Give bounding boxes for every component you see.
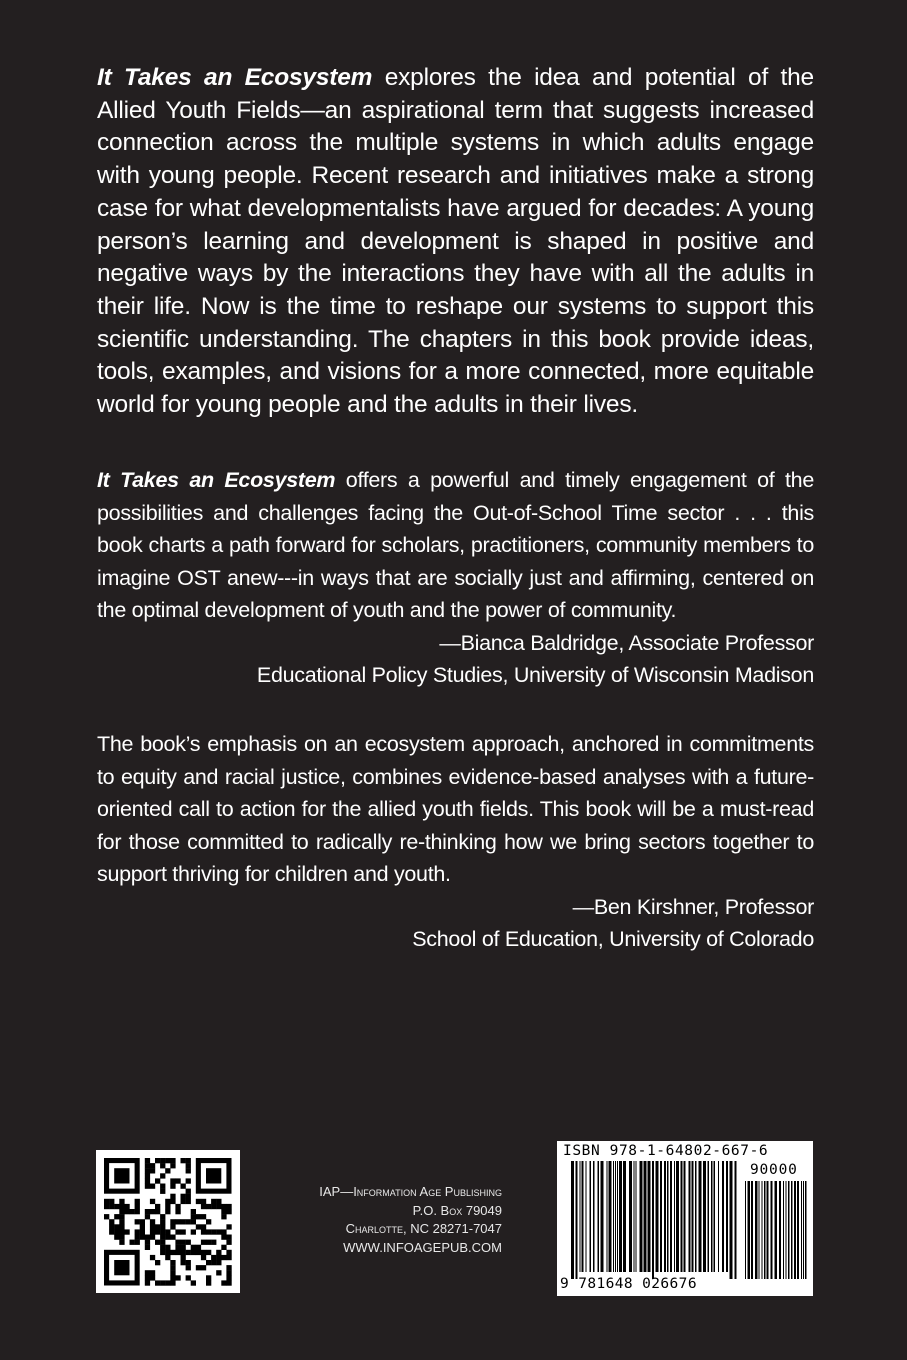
publisher-city: Charlotte, NC 28271-7047 xyxy=(345,1221,502,1236)
isbn-text: ISBN 978-1-64802-667-6 xyxy=(563,1143,769,1159)
endorsement-body: offers a powerful and timely engagement of the possibilities and challenges facing the Out-of-School Time sector . . . this book charts a path forward for scholars, practitioners, community members to imagine OST anew---in ways that are socially just and affirming, centered on the optimal development of youth and the power of community. xyxy=(97,468,815,622)
back-cover-blurb xyxy=(97,62,814,422)
blurb-text: explores the idea and potential of the Allied Youth Fields—an aspirational term that suggests increased connection across the multiple systems in which adults engage with young people. Recent research and initiatives make a strong case for what developmentalists have argued for decades: A young person’s learning and development is shaped in positive and negative ways by the interactions they have with all the adults in their life. Now is the time to reshape our systems to support this scientific understanding. The chapters in this book provide ideas, tools, examples, and visions for a more connected, more equitable world for young people and the adults in their lives. xyxy=(97,64,814,419)
publisher-name: IAP—Information Age Publishing xyxy=(319,1184,502,1199)
qr-code-icon xyxy=(96,1150,240,1293)
endorsement-baldridge xyxy=(97,464,814,692)
endorser-affiliation: School of Education, University of Colorado xyxy=(412,927,814,951)
blurb-title: It Takes an Ecosystem xyxy=(97,64,373,91)
endorsement-book-title: It Takes an Ecosystem xyxy=(97,468,336,492)
publisher-info xyxy=(270,1183,502,1257)
ean-number: 9 781648 026676 xyxy=(560,1276,697,1292)
endorser-name: —Bianca Baldridge, Associate Professor xyxy=(439,630,814,655)
endorsement-text: The book’s emphasis on an ecosystem approach, anchored in commitments to equity and racial justice, combines evidence-based analyses with a future-oriented call to action for the allied youth fields. This book will be a must-read for those committed to radically re-thinking how we bring sectors together to support thriving for children and youth. xyxy=(97,732,814,886)
barcode-bars xyxy=(557,1141,813,1296)
endorser-affiliation: Educational Policy Studies, University of Wisconsin Madison xyxy=(256,663,814,687)
isbn-barcode xyxy=(557,1141,813,1296)
endorsement-text xyxy=(97,464,814,627)
price-addon-number: 90000 xyxy=(750,1162,798,1178)
publisher-pobox: P.O. Box 79049 xyxy=(412,1202,502,1218)
endorsement-kirshner xyxy=(97,728,814,956)
endorser-name: —Ben Kirshner, Professor xyxy=(572,894,814,919)
publisher-url: WWW.INFOAGEPUB.COM xyxy=(343,1239,502,1255)
